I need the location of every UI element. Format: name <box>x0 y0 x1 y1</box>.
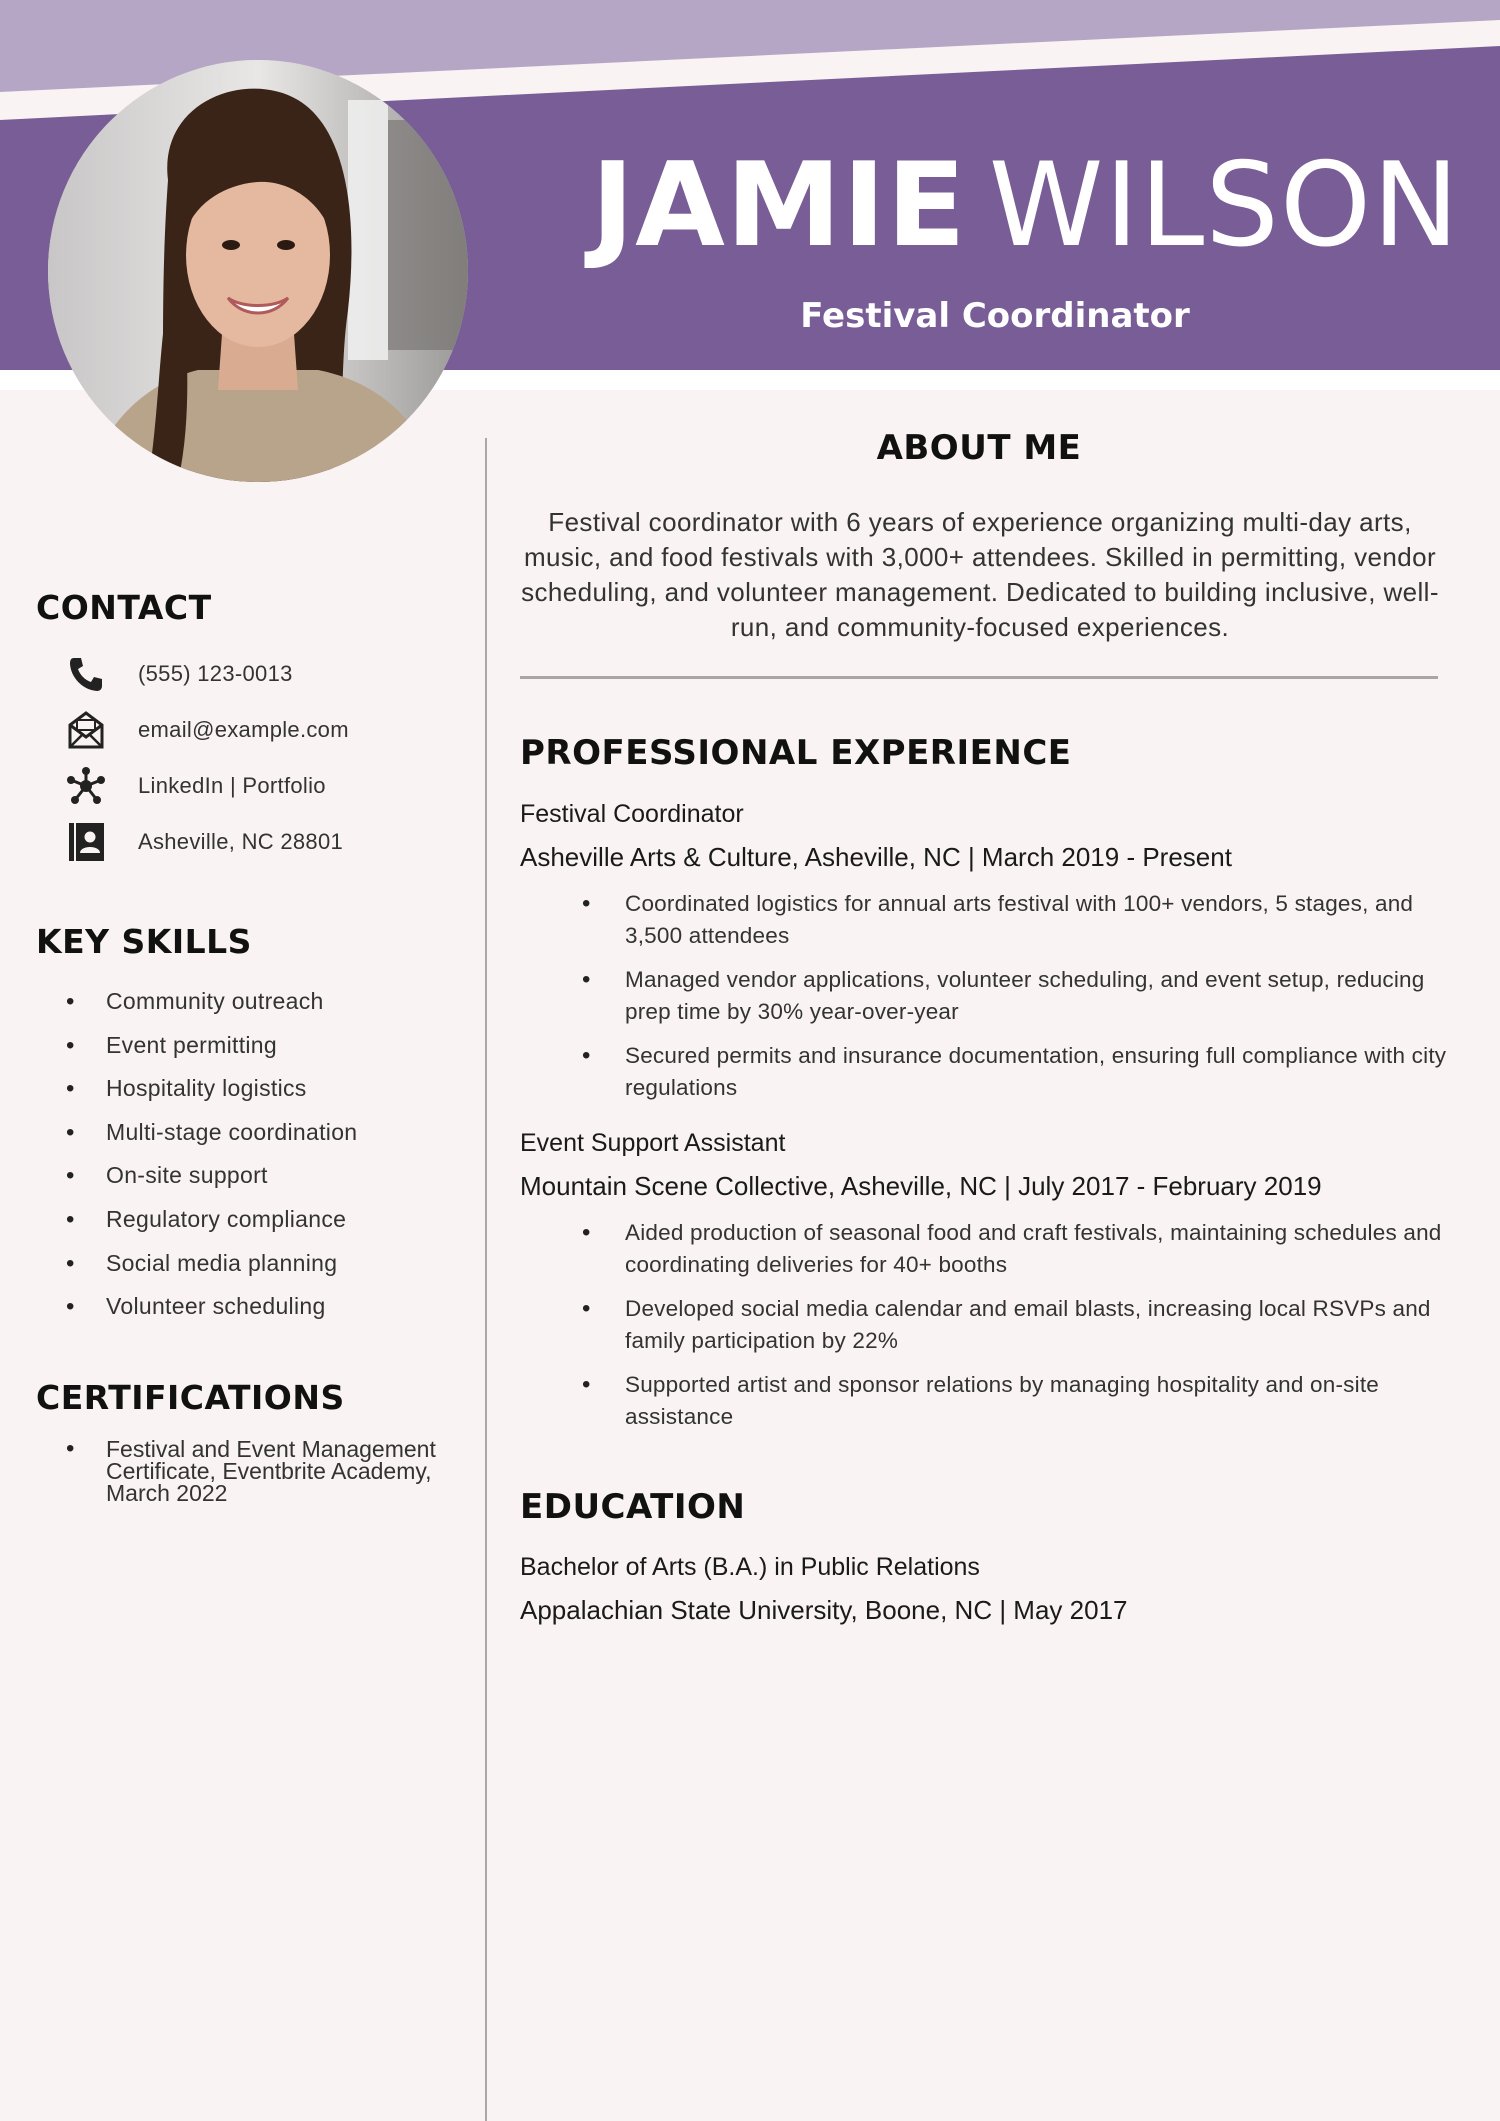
address-text: Asheville, NC 28801 <box>138 829 344 854</box>
job-bullet: • Aided production of seasonal food and craft festivals, maintaining schedules and coordinating deliveries for 40+ booths <box>520 1217 1450 1281</box>
experience-heading: PROFESSIONAL EXPERIENCE <box>520 733 1072 773</box>
phone-icon <box>64 652 108 696</box>
job-bullets <box>520 1217 1450 1445</box>
about-divider <box>520 676 1438 679</box>
job-role: Event Support Assistant <box>520 1129 786 1157</box>
column-divider <box>485 438 487 2121</box>
skill-item: • Community outreach <box>36 980 456 1024</box>
about-summary: Festival coordinator with 6 years of experience organizing multi-day arts, music, and food festivals with 3,000+ attendees. Skilled in permitting, vendor scheduling, and volunteer management. Dedicated to building inclusive, well-run, and community-focused experiences. <box>521 507 1439 642</box>
education-heading: EDUCATION <box>520 1487 746 1527</box>
certifications-heading: CERTIFICATIONS <box>36 1378 345 1417</box>
contact-phone <box>64 652 293 696</box>
job-organization: Mountain Scene Collective, Asheville, NC | July 2017 - February 2019 <box>520 1171 1322 1201</box>
job-bullet: • Secured permits and insurance documentation, ensuring full compliance with city regulations <box>520 1040 1450 1104</box>
certification-item: • Festival and Event Management Certificate, Eventbrite Academy, March 2022 <box>36 1438 466 1504</box>
job-organization: Asheville Arts & Culture, Asheville, NC | March 2019 - Present <box>520 842 1232 872</box>
certifications-list <box>36 1438 466 1504</box>
skill-item: • On-site support <box>36 1154 456 1198</box>
job-bullet: • Coordinated logistics for annual arts festival with 100+ vendors, 5 stages, and 3,500 attendees <box>520 888 1450 952</box>
email-text[interactable]: email@example.com <box>138 717 349 742</box>
contact-email <box>64 708 349 752</box>
job-title: Festival Coordinator <box>800 296 1190 336</box>
links-text[interactable]: LinkedIn | Portfolio <box>138 773 326 798</box>
contact-links <box>64 764 326 808</box>
portrait-image <box>48 60 468 482</box>
education-degree: Bachelor of Arts (B.A.) in Public Relations <box>520 1553 980 1581</box>
job-bullet: • Developed social media calendar and email blasts, increasing local RSVPs and family participation by 22% <box>520 1293 1450 1357</box>
skill-item: • Multi-stage coordination <box>36 1111 456 1155</box>
skill-item: • Event permitting <box>36 1024 456 1068</box>
job-bullet: • Supported artist and sponsor relations by managing hospitality and on-site assistance <box>520 1369 1450 1433</box>
contact-address <box>64 820 344 864</box>
contact-heading: CONTACT <box>36 588 212 627</box>
skills-list <box>36 980 456 1329</box>
job-bullet: • Managed vendor applications, volunteer scheduling, and event setup, reducing prep time by 30% year-over-year <box>520 964 1450 1028</box>
email-icon <box>64 708 108 752</box>
last-name: WILSON <box>988 138 1460 273</box>
about-heading: ABOUT ME <box>876 428 1082 468</box>
skill-item: • Volunteer scheduling <box>36 1285 456 1329</box>
candidate-name <box>540 138 1460 273</box>
skill-item: • Hospitality logistics <box>36 1067 456 1111</box>
profile-photo <box>48 60 468 482</box>
skills-heading: KEY SKILLS <box>36 922 252 961</box>
address-book-icon <box>64 820 108 864</box>
job-bullets <box>520 888 1450 1116</box>
job-role: Festival Coordinator <box>520 800 744 828</box>
network-icon <box>64 764 108 808</box>
education-school: Appalachian State University, Boone, NC | May 2017 <box>520 1595 1128 1625</box>
skill-item: • Regulatory compliance <box>36 1198 456 1242</box>
skill-item: • Social media planning <box>36 1242 456 1286</box>
phone-text[interactable]: (555) 123-0013 <box>138 661 293 686</box>
first-name: JAMIE <box>590 138 967 273</box>
